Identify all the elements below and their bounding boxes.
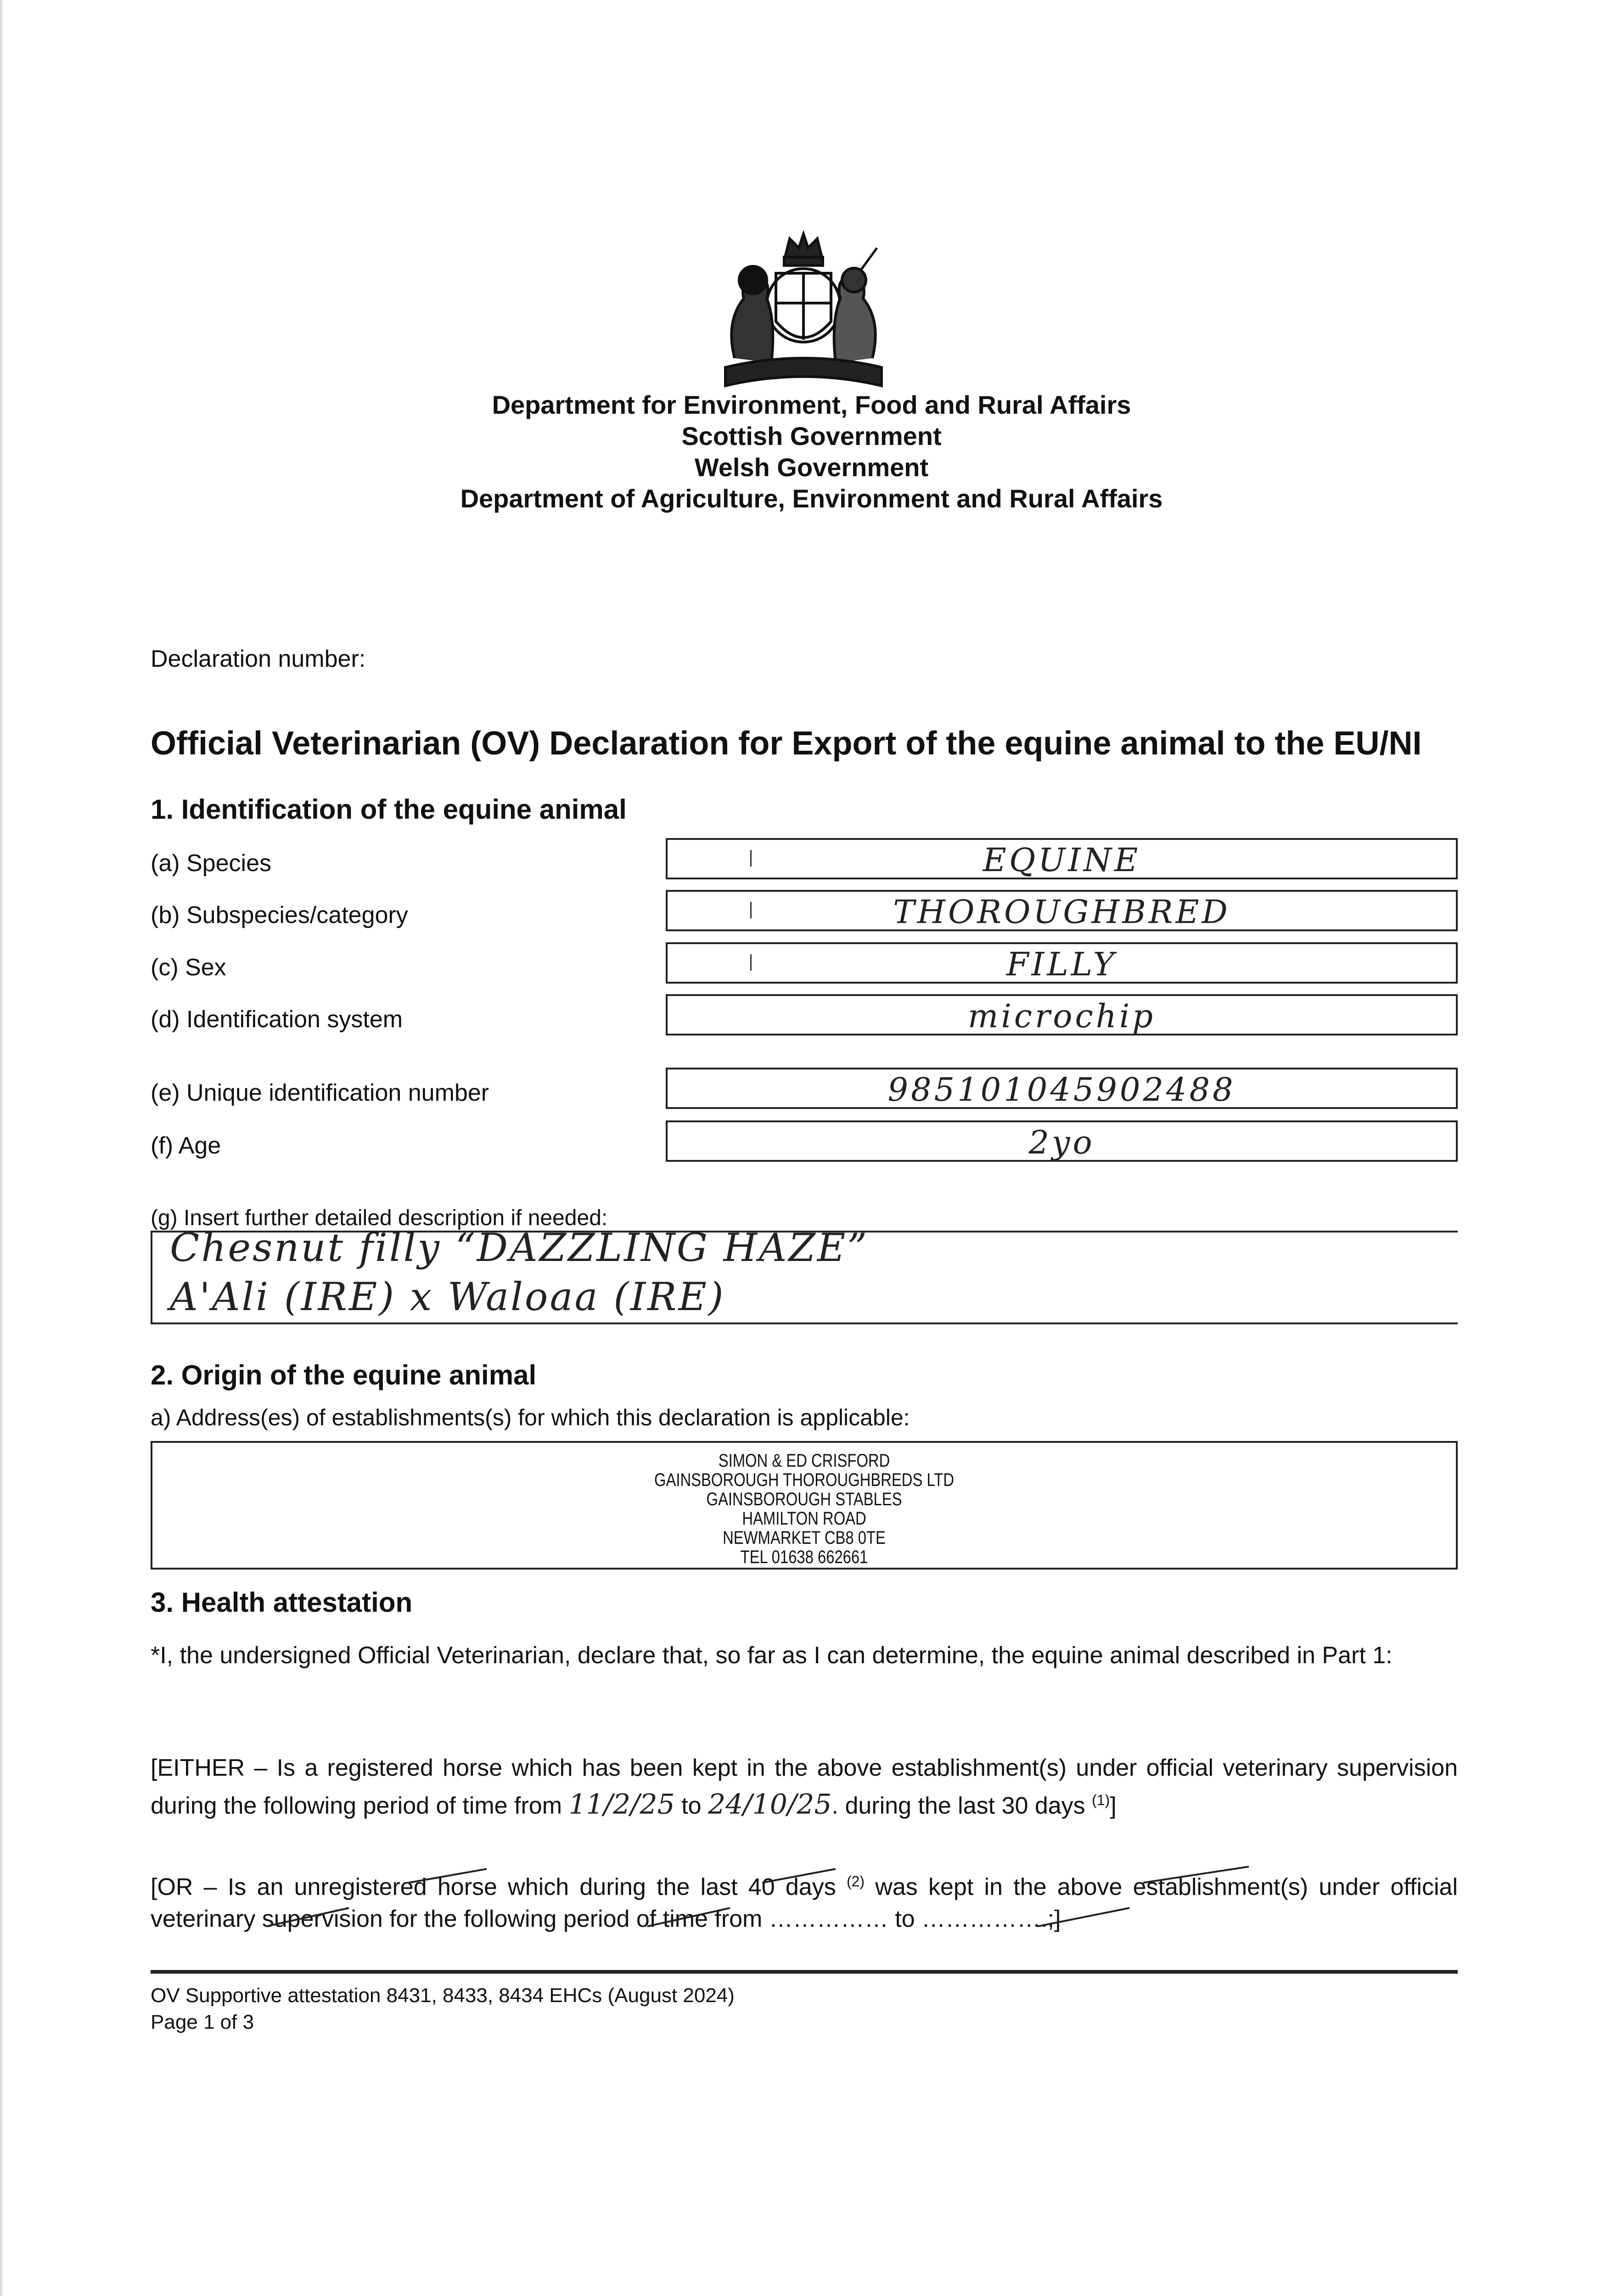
section-2-heading: 2. Origin of the equine animal <box>151 1360 537 1390</box>
description-bottom-rule <box>151 1322 1458 1324</box>
footer-form-ref: OV Supportive attestation 8431, 8433, 8434 EHCs (August 2024) <box>151 1984 735 2007</box>
subspecies-field[interactable] <box>666 890 1458 931</box>
description-label: (g) Insert further detailed description if needed: <box>151 1206 608 1230</box>
id-system-label: (d) Identification system <box>151 1006 403 1033</box>
scan-edge <box>0 0 4 2296</box>
uid-field[interactable] <box>666 1068 1458 1109</box>
dept-scottish-gov: Scottish Government <box>681 422 942 450</box>
description-left-rule <box>151 1231 152 1322</box>
species-label: (a) Species <box>151 850 271 877</box>
either-from-date: 11/2/25 <box>568 1788 675 1821</box>
address-stamp <box>270 1451 1339 1567</box>
declaration-number-label: Declaration number: <box>151 646 366 672</box>
royal-coat-of-arms-icon <box>707 230 900 395</box>
uid-label: (e) Unique identification number <box>151 1080 489 1106</box>
subspecies-label: (b) Subspecies/category <box>151 902 408 929</box>
dept-defra: Department for Environment, Food and Rural Affairs <box>492 390 1131 419</box>
uid-value: 985101045902488 <box>887 1071 1236 1109</box>
footer-page-number: Page 1 of 3 <box>151 2011 254 2033</box>
sex-field[interactable] <box>666 942 1458 984</box>
species-field[interactable] <box>666 838 1458 879</box>
age-field[interactable] <box>666 1120 1458 1162</box>
age-value: 2yo <box>1028 1124 1095 1161</box>
stamp-line: HAMILTON ROAD <box>742 1508 866 1529</box>
either-to-word: to <box>681 1792 702 1819</box>
attestation-intro: *I, the undersigned Official Veterinarian, declare that, so far as I can determine, the equine animal described in Part 1: <box>151 1642 1393 1669</box>
or-text-1: [OR – Is an unregistered horse which during the last 40 days <box>151 1874 836 1901</box>
stamp-line: GAINSBOROUGH THOROUGHBREDS LTD <box>654 1470 955 1490</box>
section-3-heading: 3. Health attestation <box>151 1587 413 1618</box>
or-clause-strikethrough <box>257 1864 1451 1929</box>
stamp-line: NEWMARKET CB8 0TE <box>723 1528 886 1548</box>
either-text-1: [EITHER – Is a registered horse which has been kept in the above establishment(s) under official veterinary supervision during the following period of time from <box>151 1755 1458 1819</box>
age-label: (f) Age <box>151 1132 221 1159</box>
description-line-2: A'Ali (IRE) x Waloaa (IRE) <box>170 1274 725 1319</box>
sex-label: (c) Sex <box>151 954 226 981</box>
description-line-1: Chesnut filly “DAZZLING HAZE” <box>170 1225 869 1270</box>
or-text-2: was kept in the above establishment(s) under official veterinary supervision for the following period of time from …………… to …………….;] <box>151 1874 1458 1933</box>
id-system-value: microchip <box>967 997 1156 1035</box>
subspecies-value: THOROUGHBRED <box>893 893 1230 931</box>
stamp-line: SIMON & ED CRISFORD <box>718 1451 890 1471</box>
either-to-date: 24/10/25 <box>708 1788 832 1821</box>
sex-value: FILLY <box>1006 945 1117 983</box>
section-1-heading: 1. Identification of the equine animal <box>151 794 627 825</box>
either-text-2: during the last 30 days <box>845 1792 1085 1819</box>
dept-welsh-gov: Welsh Government <box>694 453 929 482</box>
either-footnote-ref: (1) <box>1092 1792 1110 1808</box>
dept-daera: Department of Agriculture, Environment and Rural Affairs <box>460 484 1163 513</box>
address-label: a) Address(es) of establishments(s) for which this declaration is applicable: <box>151 1405 910 1430</box>
stamp-line: TEL 01638 662661 <box>740 1547 868 1567</box>
stamp-line: GAINSBOROUGH STABLES <box>706 1489 902 1509</box>
footer-rule <box>151 1970 1458 1974</box>
or-footnote-ref: (2) <box>846 1873 865 1890</box>
document-title: Official Veterinarian (OV) Declaration for Export of the equine animal to the EU/NI <box>151 725 1422 762</box>
address-box <box>151 1441 1458 1570</box>
id-system-field[interactable] <box>666 994 1458 1035</box>
either-clause: [EITHER – Is a registered horse which has been kept in the above establishment(s) under official veterinary supervision during the following period of time from 11/2/25 to 24/10/25. during the last 30 days $^{(1)}$] <box>151 1755 1458 1821</box>
species-value: EQUINE <box>983 841 1141 879</box>
